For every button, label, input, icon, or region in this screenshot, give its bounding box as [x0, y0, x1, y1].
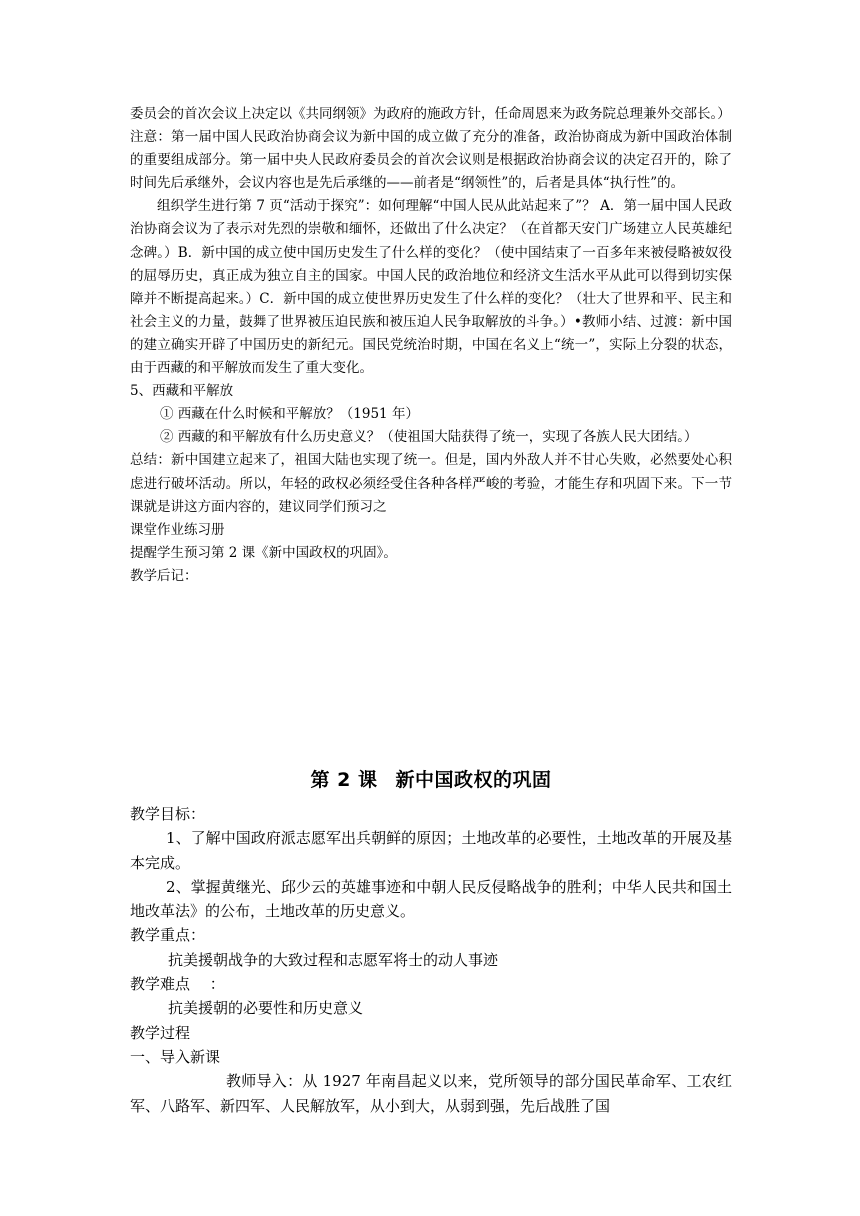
paragraph-note: 注意：第一届中国人民政治协商会议为新中国的成立做了充分的准备，政治协商成为新中国政治体制的重要组成部分。第一届中央人民政府委员会的首次会议则是根据政治协商会议的决定召开的，除了时间先后承继外，会议内容也是先后承继的——前者是“纲领性”的，后者是具体“执行性”的。 — [130, 129, 732, 192]
paragraph-activity: 组织学生进行第 7 页“活动于探究”：如何理解“中国人民从此站起来了”？ A．第一届中国人民政治协商会议为了表示对先烈的崇敬和缅怀，还做出了什么决定？（在首都天安门广场建立人民英雄纪念碑。）B．新中国的成立使中国历史发生了什么样的变化？（使中国结束了一百多年来被侵略被奴役的屈辱历史，真正成为独立自主的国家。中国人民的政治地位和经济文生活水平从此可以得到切实保障并不断提高起来。）C．新中国的成立使世界历史发生了什么样的变化？（壮大了世界和平、民主和社会主义的力量，鼓舞了世界被压迫民族和被压迫人民争取解放的斗争。）•教师小结、过渡：新中国的建立确实开辟了中国历史的新纪元。国民党统治时期，中国在名义上“统一”，实际上分裂的状态，由于西藏的和平解放而发生了重大变化。 — [130, 198, 732, 377]
objective-1: 1、了解中国政府派志愿军出兵朝鲜的原因；土地改革的必要性，土地改革的开展及基本完成。 — [130, 829, 732, 872]
question-2: ② 西藏的和平解放有什么历史意义？（使祖国大陆获得了统一，实现了各族人民大团结。） — [160, 429, 698, 446]
intro-text: 教师导入：从 1927 年南昌起义以来，党所领导的部分国民革命军、工农红军、八路军、新四军、人民解放军，从小到大，从弱到强，先后战胜了国 — [130, 1072, 732, 1115]
paragraph-continuation: 委员会的首次会议上决定以《共同纲领》为政府的施政方针，任命周恩来为政务院总理兼外交部长。） — [130, 106, 731, 122]
reminder-line: 提醒学生预习第 2 课《新中国政权的巩固》。 — [130, 544, 397, 561]
question-1: ① 西藏在什么时候和平解放？（1951 年） — [160, 406, 419, 423]
lesson1-continuation — [130, 103, 732, 588]
lesson-title — [130, 765, 732, 795]
homework-line: 课堂作业练习册 — [130, 521, 225, 538]
lesson-name: 新中国政权的巩固 — [395, 769, 552, 791]
key-point: 抗美援朝战争的大致过程和志愿军将士的动人事迹 — [168, 950, 499, 969]
objective-2: 2、掌握黄继光、邱少云的英雄事迹和中朝人民反侵略战争的胜利；中华人民共和国土地改革法》的公布，土地改革的历史意义。 — [130, 877, 732, 921]
key-heading: 教学重点： — [130, 926, 206, 945]
difficulty-point: 抗美援朝的必要性和历史意义 — [168, 999, 364, 1018]
paragraph-summary: 总结：新中国建立起来了，祖国大陆也实现了统一。但是，国内外敌人并不甘心失败，必然要处心积虑进行破坏活动。所以，年轻的政权必须经受住各种各样严峻的考验，才能生存和巩固下来。下一节课就是讲这方面内容的，建议同学们预习之 — [130, 452, 732, 515]
postscript-label: 教学后记： — [130, 567, 198, 584]
process-heading: 教学过程 — [130, 1023, 191, 1042]
difficulty-heading: 教学难点 ： — [130, 975, 225, 994]
heading-tibet: 5、西藏和平解放 — [130, 383, 234, 400]
intro-heading: 一、导入新课 — [130, 1047, 221, 1066]
lesson2-body — [130, 802, 732, 1118]
lesson-number: 第 2 课 — [310, 769, 378, 791]
objectives-heading: 教学目标： — [130, 805, 206, 823]
